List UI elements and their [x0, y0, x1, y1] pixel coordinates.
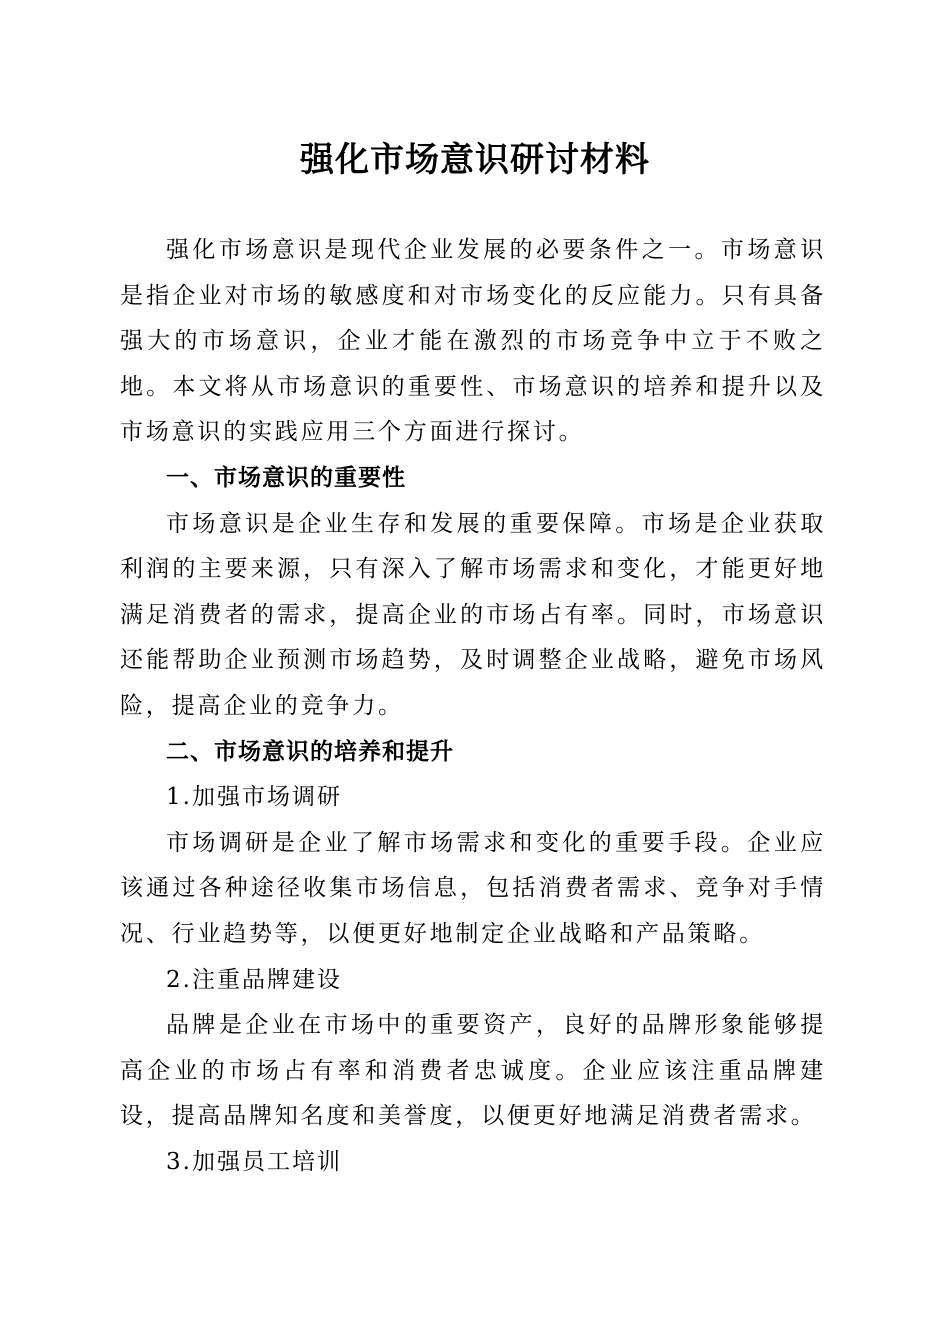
paragraph-brand-building: 品牌是企业在市场中的重要资产，良好的品牌形象能够提高企业的市场占有率和消费者忠诚度。企业应该注重品牌建设，提高品牌知名度和美誉度，以便更好地满足消费者需求。 — [120, 1012, 826, 1130]
subheading-market-research: 1.加强市场调研 — [166, 784, 342, 811]
subheading-staff-training: 3.加强员工培训 — [166, 1148, 342, 1175]
intro-paragraph: 强化市场意识是现代企业发展的必要条件之一。市场意识是指企业对市场的敏感度和对市场变化的反应能力。只有具备强大的市场意识，企业才能在激烈的市场竞争中立于不败之地。本文将从市场意识的重要性、市场意识的培养和提升以及市场意识的实践应用三个方面进行探讨。 — [120, 237, 826, 446]
paragraph-market-research: 市场调研是企业了解市场需求和变化的重要手段。企业应该通过各种途径收集市场信息，包括消费者需求、竞争对手情况、行业趋势等，以便更好地制定企业战略和产品策略。 — [120, 829, 826, 947]
subheading-brand-building: 2.注重品牌建设 — [166, 966, 342, 993]
section-heading-importance: 一、市场意识的重要性 — [166, 464, 406, 491]
document-body — [120, 228, 826, 1185]
section-paragraph-importance: 市场意识是企业生存和发展的重要保障。市场是企业获取利润的主要来源，只有深入了解市场需求和变化，才能更好地满足消费者的需求，提高企业的市场占有率。同时，市场意识还能帮助企业预测市场趋势，及时调整企业战略，避免市场风险，提高企业的竞争力。 — [120, 510, 826, 719]
section-heading-cultivation: 二、市场意识的培养和提升 — [166, 738, 454, 765]
document-title: 强化市场意识研讨材料 — [300, 140, 650, 180]
